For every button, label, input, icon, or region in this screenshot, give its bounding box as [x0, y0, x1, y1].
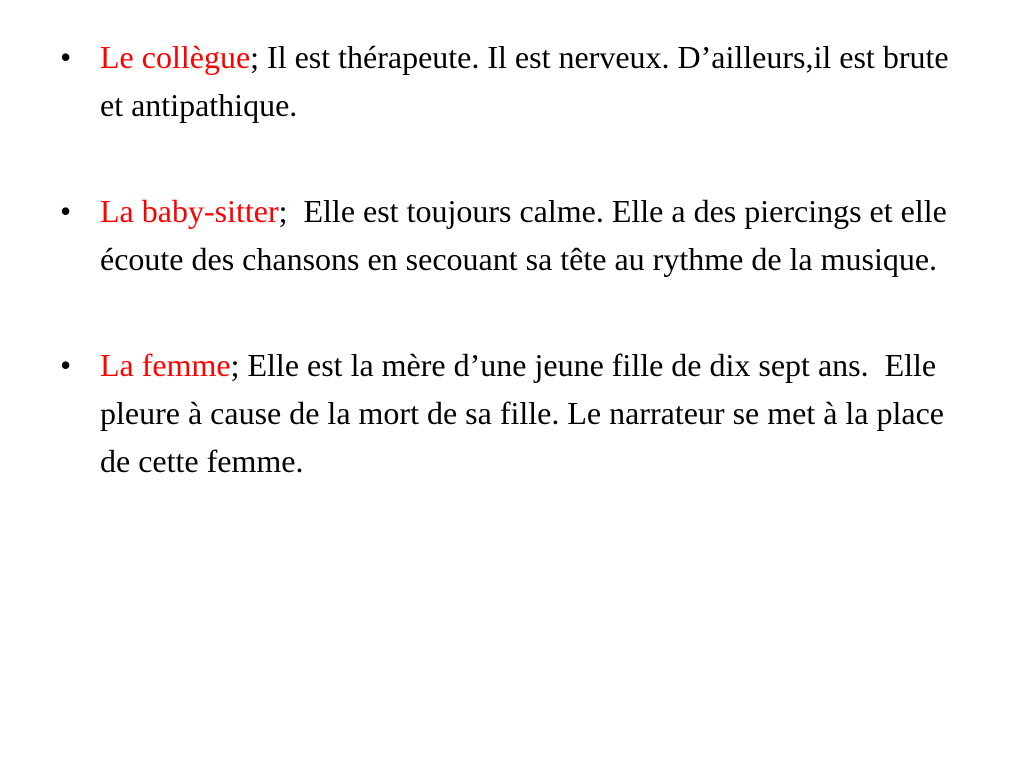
- bullet-term: Le collègue: [100, 39, 251, 75]
- bullet-text: ; Elle est la mère d’une jeune fille de dix sept ans. Elle pleure à cause de la mort de sa fille. Le narrateur se met à la place de cette femme.: [100, 347, 952, 479]
- bullet-term: La baby-sitter: [100, 193, 279, 229]
- bullet-item-femme: [60, 341, 970, 485]
- bullet-text: ; Il est thérapeute. Il est nerveux. D’ailleurs,il est brute et antipathique.: [100, 39, 957, 123]
- bullet-term: La femme: [100, 347, 231, 383]
- bullet-list: [0, 33, 1024, 485]
- bullet-icon: •: [60, 347, 72, 383]
- bullet-icon: •: [60, 39, 72, 75]
- bullet-item-collegue: [60, 33, 970, 129]
- bullet-text: ; Elle est toujours calme. Elle a des piercings et elle écoute des chansons en secouant sa tête au rythme de la musique.: [100, 193, 955, 277]
- bullet-item-baby-sitter: [60, 187, 970, 283]
- bullet-icon: •: [60, 193, 72, 229]
